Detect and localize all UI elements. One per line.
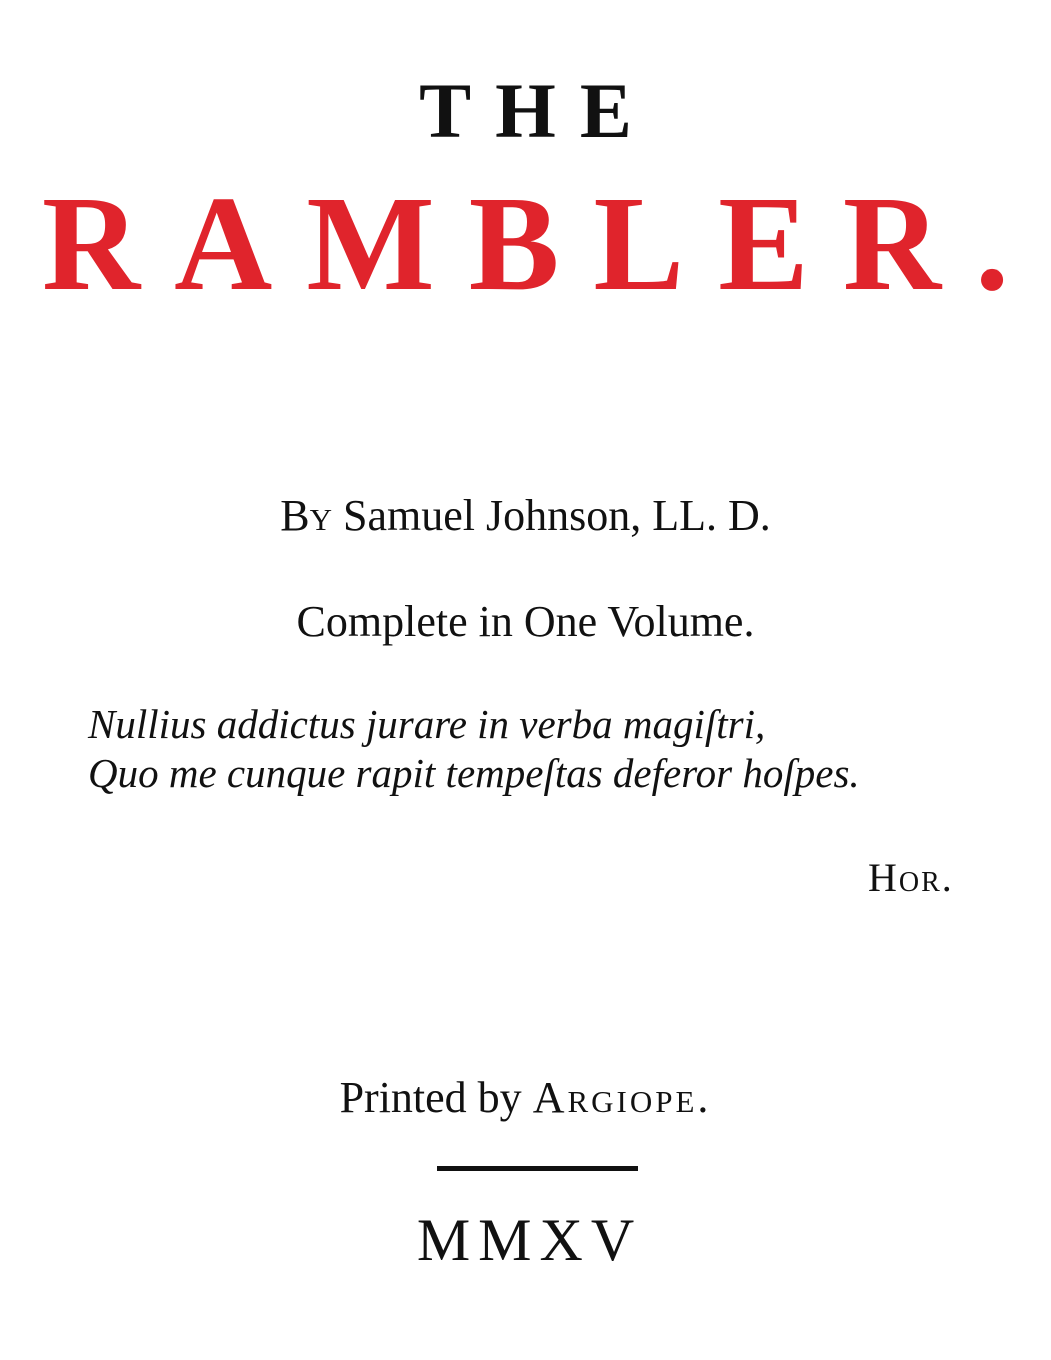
imprint-prefix: Printed by bbox=[339, 1073, 522, 1122]
title-the: THE bbox=[419, 67, 656, 154]
motto-line-2: Quo me cunque rapit tempeſtas deferor hoſpes. bbox=[88, 750, 860, 797]
horizontal-rule bbox=[437, 1166, 638, 1171]
imprint-line bbox=[0, 1073, 1051, 1122]
title-main: RAMBLER. bbox=[41, 169, 1044, 319]
latin-motto bbox=[88, 700, 860, 798]
motto-attribution: Hor. bbox=[868, 855, 954, 900]
author-name: Samuel Johnson, LL. D. bbox=[342, 491, 771, 540]
publication-year: MMXV bbox=[416, 1207, 643, 1273]
author-prefix: By bbox=[280, 491, 332, 540]
author-line bbox=[0, 491, 1051, 540]
motto-line-1: Nullius addictus jurare in verba magiſtri, bbox=[88, 701, 766, 747]
printer-name: Argiope. bbox=[532, 1073, 712, 1122]
edition-note: Complete in One Volume. bbox=[296, 597, 755, 646]
